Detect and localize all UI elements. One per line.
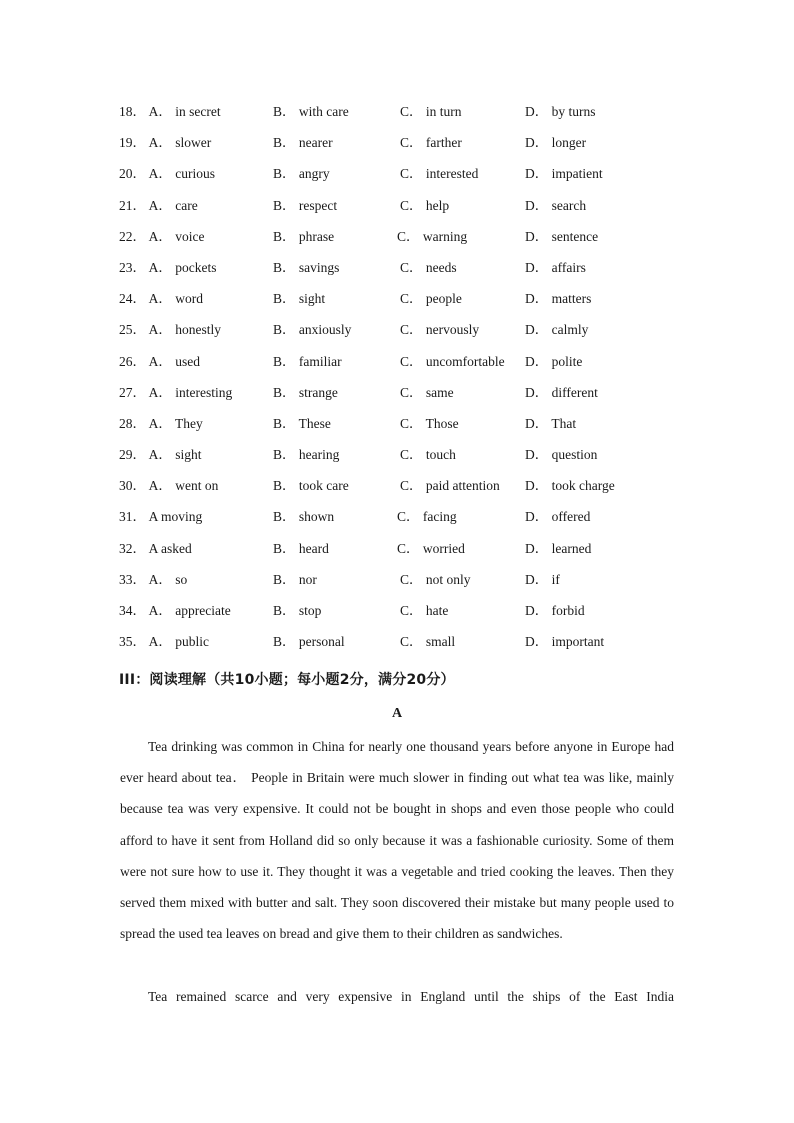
option-c: C． needs (400, 259, 457, 275)
option-b: B． respect (273, 197, 338, 213)
option-b: B． savings (273, 259, 340, 275)
option-a: 18． A． in secret (119, 104, 221, 119)
question-row (0, 383, 794, 414)
option-c: C． hate (400, 603, 449, 618)
option-d: D． longer (525, 135, 587, 151)
question-row (0, 539, 794, 570)
option-b: B． took care (273, 478, 349, 494)
option-c: C． facing (397, 509, 457, 525)
passage-paragraph: Tea remained scarce and very expensive in England until the ships of the East India (148, 989, 674, 1004)
option-b: B． stop (273, 603, 322, 618)
question-row (0, 414, 794, 445)
option-a: 33． A． so (119, 571, 188, 587)
option-b: B． familiar (273, 353, 342, 369)
question-row (0, 476, 794, 507)
option-b: B． sight (273, 291, 326, 307)
question-row (0, 632, 794, 663)
option-c: C． worried (397, 540, 465, 556)
option-c: C． Those (400, 415, 459, 431)
option-c: C． people (400, 291, 462, 307)
option-d: D． affairs (525, 259, 586, 275)
option-a: 25． A． honestly (119, 322, 222, 338)
option-c: C． warning (397, 228, 468, 244)
option-a: 20． A． curious (119, 166, 216, 182)
option-a: 23． A． pockets (119, 259, 217, 275)
question-row (0, 445, 794, 476)
option-a: 24． A． word (119, 291, 204, 307)
option-d: D． sentence (525, 228, 599, 244)
option-a: 19． A． slower (119, 135, 212, 151)
option-c: C． not only (400, 571, 471, 587)
question-row (0, 289, 794, 320)
option-d: D． calmly (525, 322, 589, 338)
question-row (0, 352, 794, 383)
option-a: 31． A moving (119, 509, 203, 525)
question-row (0, 102, 794, 133)
option-c: C． farther (400, 135, 462, 151)
option-c: C． uncomfortable (400, 353, 505, 369)
question-row (0, 196, 794, 227)
option-a: 32． A asked (119, 540, 192, 556)
option-c: C． help (400, 197, 450, 213)
option-d: D． different (525, 384, 598, 400)
option-b: B． nor (273, 571, 317, 587)
option-d: D． if (525, 571, 560, 587)
option-b: B． hearing (273, 447, 340, 463)
option-d: D． impatient (525, 166, 603, 182)
option-b: B． anxiously (273, 322, 352, 338)
section-heading: III：阅读理解（共10小题；每小题2分，满分20分） (119, 672, 455, 688)
passage-paragraph: Tea drinking was common in China for nearly one thousand years before anyone in Europe had ever heard about tea． People in Britain were much slower in finding out what tea was like, mainly because tea was very expensive. It could not be bought in shops and even those people who could afford to have it sent from Holland did so only because it was a fashionable curiosity. Some of them were not sure how to use it. They thought it was a vegetable and tried cooking the leaves. Then they served them mixed with butter and salt. They soon discovered their mistake but many people used to spread the used tea leaves on bread and give them to their children as sandwiches. (120, 739, 674, 942)
option-d: D． search (525, 197, 587, 213)
option-c: C． same (400, 384, 454, 400)
option-b: B． phrase (273, 228, 335, 244)
option-a: 29． A． sight (119, 447, 202, 463)
option-b: B． with care (273, 104, 349, 119)
option-a: 22． A． voice (119, 228, 205, 244)
option-c: C． paid attention (400, 478, 500, 494)
question-row (0, 258, 794, 289)
option-c: C． interested (400, 166, 479, 182)
option-b: B． nearer (273, 135, 333, 151)
option-a: 28． A． They (119, 415, 203, 431)
question-row (0, 601, 794, 632)
option-b: B． shown (273, 509, 335, 525)
question-row (0, 570, 794, 601)
option-d: D． important (525, 634, 605, 650)
question-row (0, 133, 794, 164)
question-row (0, 227, 794, 258)
option-b: B． strange (273, 384, 338, 400)
option-c: C． small (400, 634, 456, 650)
option-d: D． took charge (525, 478, 615, 494)
option-d: D． polite (525, 353, 583, 369)
option-a: 35． A． public (119, 634, 210, 650)
question-row (0, 320, 794, 351)
option-d: D． That (525, 415, 577, 431)
option-d: D． learned (525, 540, 592, 556)
option-b: B． personal (273, 634, 345, 650)
option-a: 27． A． interesting (119, 384, 233, 400)
option-c: C． in turn (400, 104, 462, 119)
question-list (0, 102, 794, 663)
option-b: B． These (273, 415, 331, 431)
option-a: 30． A． went on (119, 478, 219, 494)
option-a: 21． A． care (119, 197, 198, 213)
passage-title: A (391, 706, 403, 721)
option-d: D． by turns (525, 104, 596, 119)
option-b: B． angry (273, 166, 330, 182)
option-a: 34． A． appreciate (119, 603, 231, 618)
option-d: D． question (525, 447, 598, 463)
option-c: C． touch (400, 447, 456, 463)
option-d: D． offered (525, 509, 591, 525)
question-row (0, 164, 794, 195)
option-b: B． heard (273, 540, 329, 556)
option-c: C． nervously (400, 322, 480, 338)
option-a: 26． A． used (119, 353, 201, 369)
option-d: D． forbid (525, 603, 585, 618)
question-row (0, 507, 794, 538)
option-d: D． matters (525, 291, 592, 307)
